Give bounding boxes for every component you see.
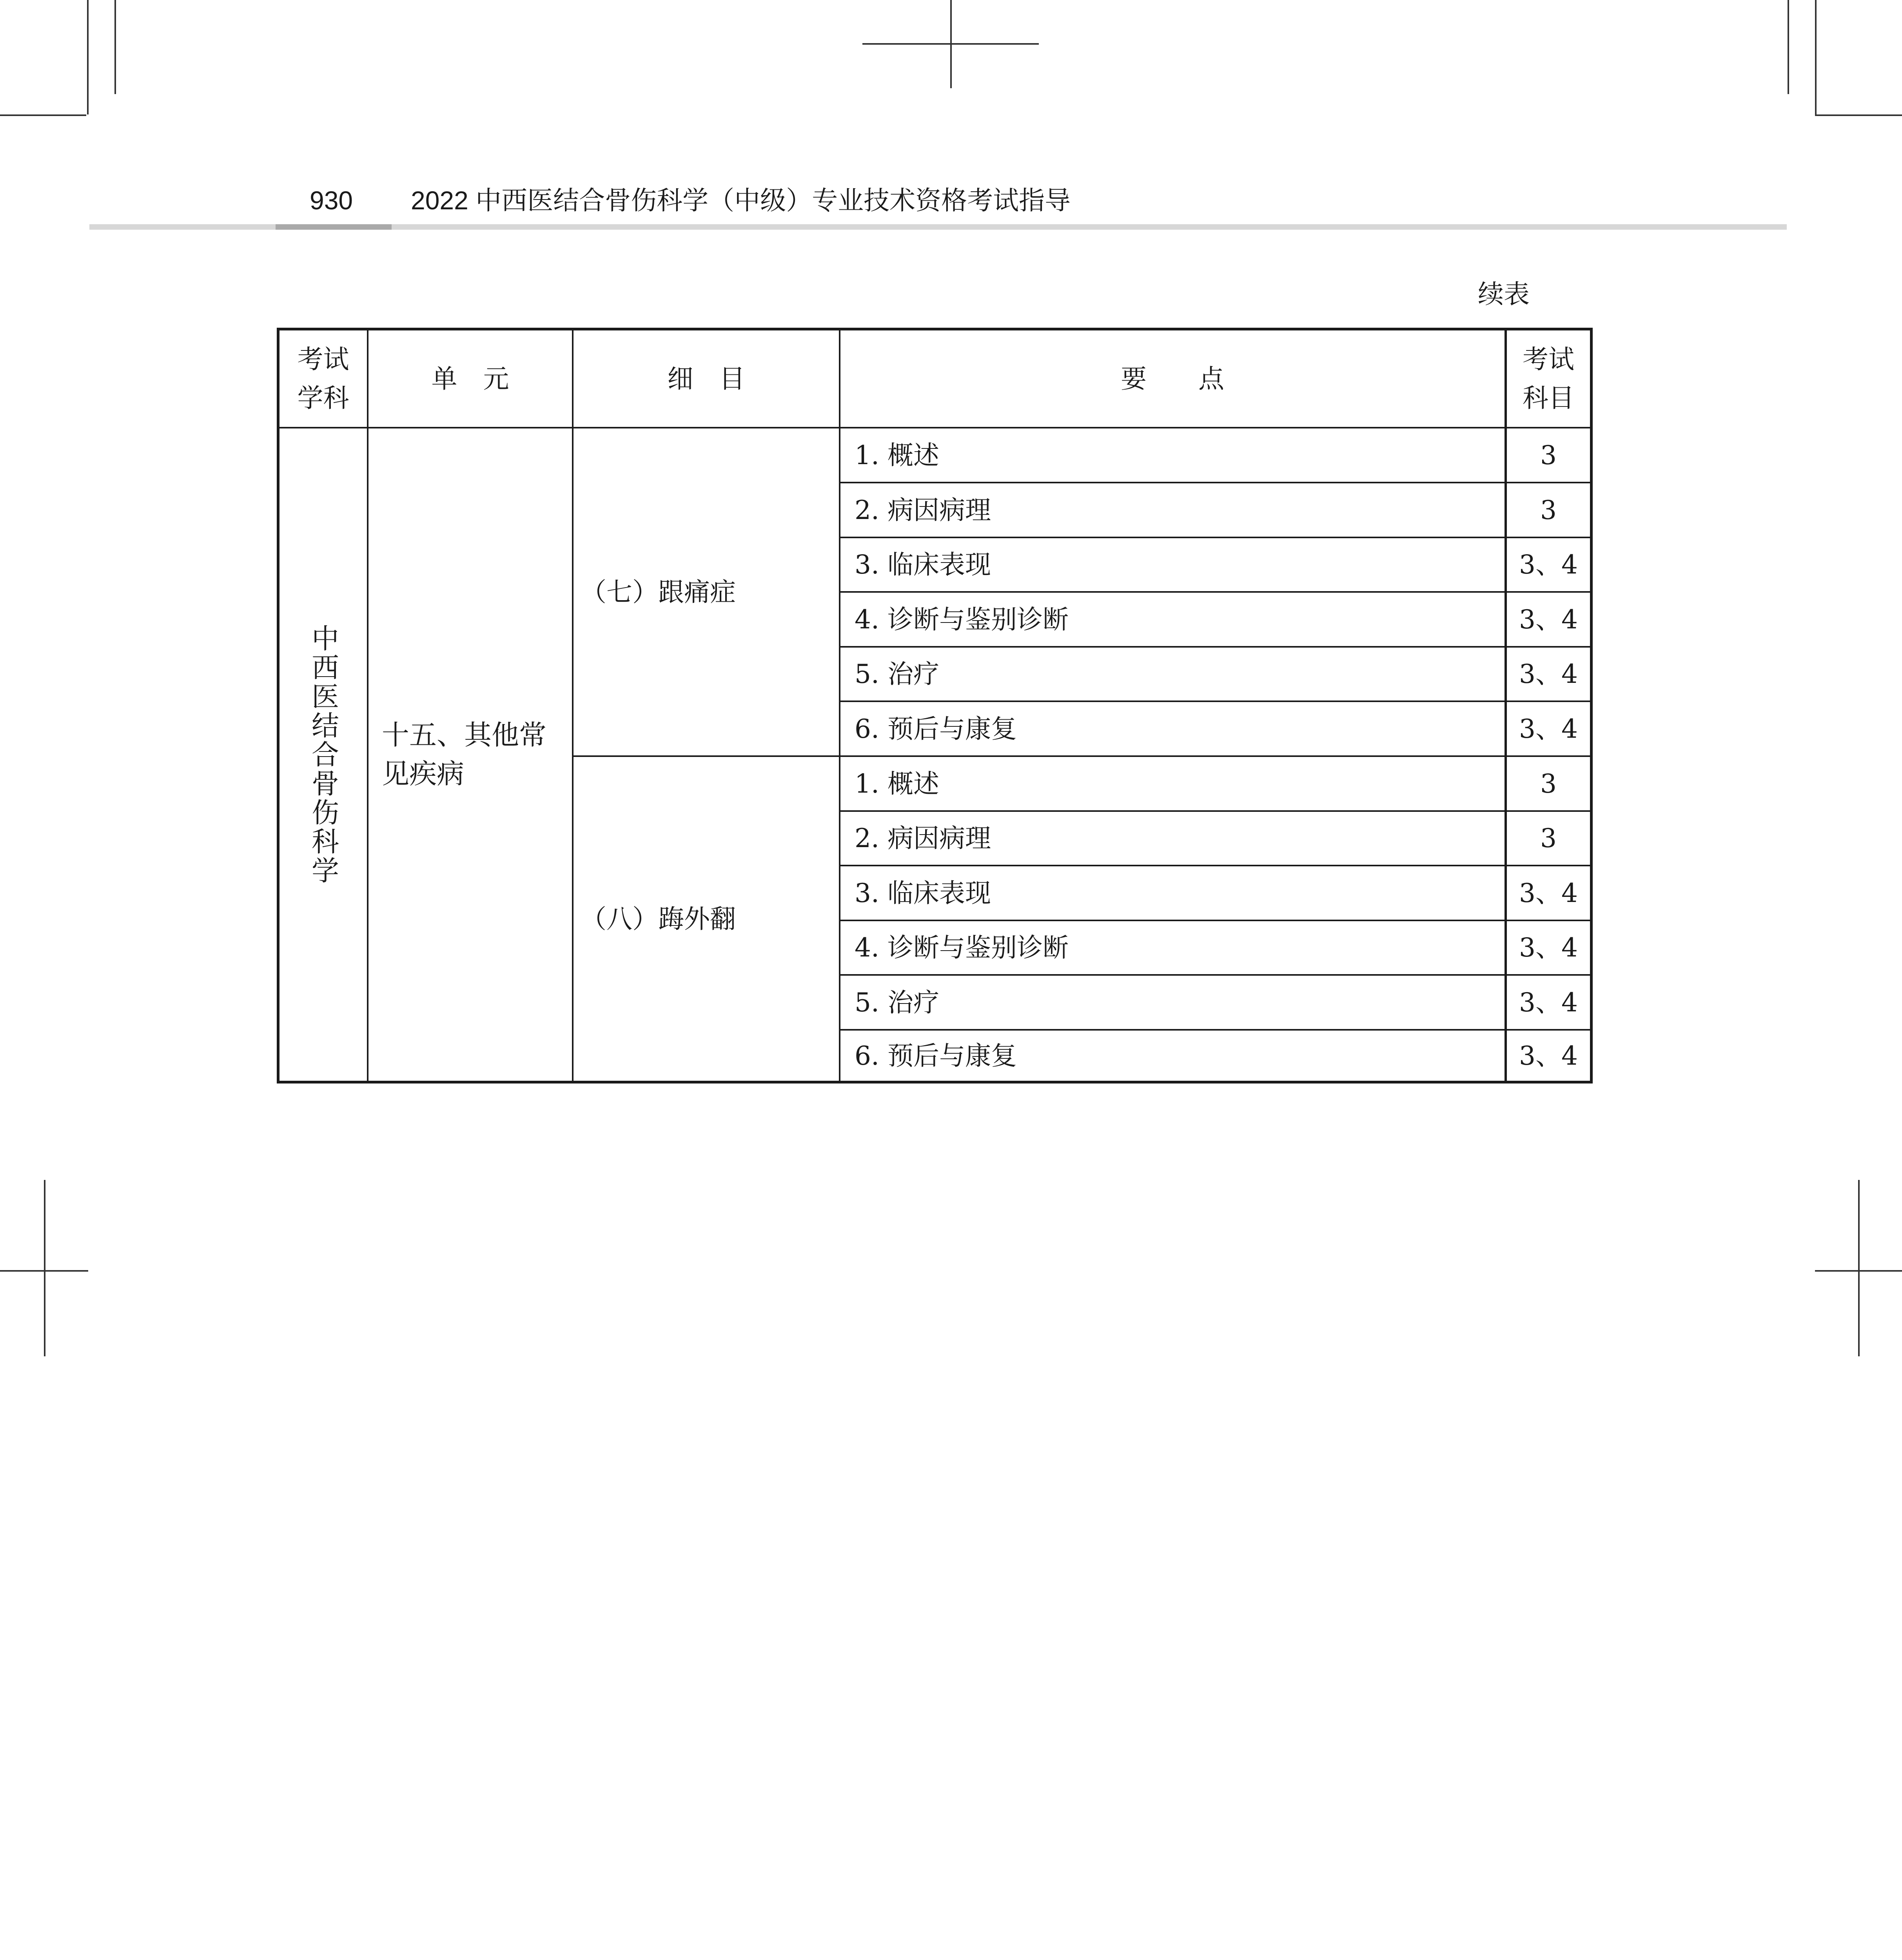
point-text: 1. 概述 (855, 768, 939, 799)
point-cell (840, 538, 1505, 591)
crop-mark (1815, 1270, 1902, 1272)
subject-text: 中西医结合骨伤科学 (307, 624, 339, 885)
point-text: 4. 诊断与鉴别诊断 (855, 933, 1069, 963)
point-cell (840, 866, 1505, 920)
point-text: 5. 治疗 (855, 987, 939, 1018)
exam-text: 3、4 (1519, 659, 1578, 689)
point-text: 2. 病因病理 (855, 823, 991, 853)
crop-mark (1815, 0, 1817, 114)
point-cell (840, 976, 1505, 1029)
crop-mark (87, 0, 89, 114)
subject-cell (279, 428, 367, 1081)
header-subject (279, 330, 367, 427)
header-unit (368, 330, 572, 427)
item-text: （七）跟痛症 (581, 577, 736, 607)
header-item-label: 细 目 (667, 363, 745, 394)
point-text: 2. 病因病理 (855, 495, 991, 525)
point-cell (840, 648, 1505, 701)
exam-text: 3、4 (1519, 987, 1578, 1018)
exam-cell (1507, 428, 1590, 482)
exam-cell (1507, 648, 1590, 701)
page-number: 930 (310, 186, 353, 215)
exam-cell (1507, 757, 1590, 810)
header-rule-accent (276, 224, 392, 230)
item-cell (574, 428, 839, 755)
header-unit-label: 单 元 (431, 363, 509, 394)
exam-text: 3、4 (1519, 550, 1578, 580)
point-text: 6. 预后与康复 (855, 1040, 1017, 1071)
exam-text: 3、4 (1519, 604, 1578, 635)
exam-text: 3、4 (1519, 933, 1578, 963)
point-text: 5. 治疗 (855, 659, 939, 689)
point-text: 1. 概述 (855, 440, 939, 470)
header-points (840, 330, 1505, 427)
continued-label: 续表 (1478, 279, 1530, 309)
item-text: （八）踇外翻 (581, 904, 736, 934)
point-cell (840, 702, 1505, 755)
header-subject-label: 考试学科 (297, 344, 349, 413)
point-text: 6. 预后与康复 (855, 713, 1017, 744)
book-title: 2022 中西医结合骨伤科学（中级）专业技术资格考试指导 (411, 186, 1071, 215)
header-points-label: 要 点 (1121, 363, 1224, 394)
unit-text: 十五、其他常见疾病 (382, 719, 546, 790)
exam-cell (1507, 921, 1590, 974)
exam-cell (1507, 976, 1590, 1029)
crop-mark (862, 43, 1039, 45)
crop-mark (114, 0, 116, 94)
point-cell (840, 921, 1505, 974)
item-cell (574, 757, 839, 1081)
exam-text: 3 (1540, 823, 1557, 853)
syllabus-table (277, 328, 1593, 1083)
exam-text: 3 (1540, 440, 1557, 470)
crop-mark (1815, 114, 1902, 116)
exam-text: 3、4 (1519, 878, 1578, 908)
exam-cell (1507, 702, 1590, 755)
exam-text: 3 (1540, 495, 1557, 525)
exam-cell (1507, 1031, 1590, 1081)
point-cell (840, 1031, 1505, 1081)
exam-text: 3、4 (1519, 713, 1578, 744)
crop-mark (0, 114, 86, 116)
point-cell (840, 428, 1505, 482)
exam-cell (1507, 812, 1590, 865)
crop-mark (1858, 1180, 1860, 1356)
exam-text: 3 (1540, 768, 1557, 799)
point-text: 3. 临床表现 (855, 878, 991, 908)
point-cell (840, 483, 1505, 537)
header-item (574, 330, 839, 427)
point-text: 4. 诊断与鉴别诊断 (855, 604, 1069, 635)
point-cell (840, 593, 1505, 646)
crop-mark (0, 1270, 88, 1272)
header-exam (1507, 330, 1590, 427)
point-cell (840, 812, 1505, 865)
exam-cell (1507, 866, 1590, 920)
exam-cell (1507, 483, 1590, 537)
point-cell (840, 757, 1505, 810)
unit-cell (368, 428, 572, 1081)
exam-text: 3、4 (1519, 1040, 1578, 1071)
exam-cell (1507, 538, 1590, 591)
crop-mark (44, 1180, 45, 1356)
header-exam-label: 考试科目 (1523, 344, 1574, 413)
crop-mark (1788, 0, 1789, 94)
exam-cell (1507, 593, 1590, 646)
point-text: 3. 临床表现 (855, 550, 991, 580)
